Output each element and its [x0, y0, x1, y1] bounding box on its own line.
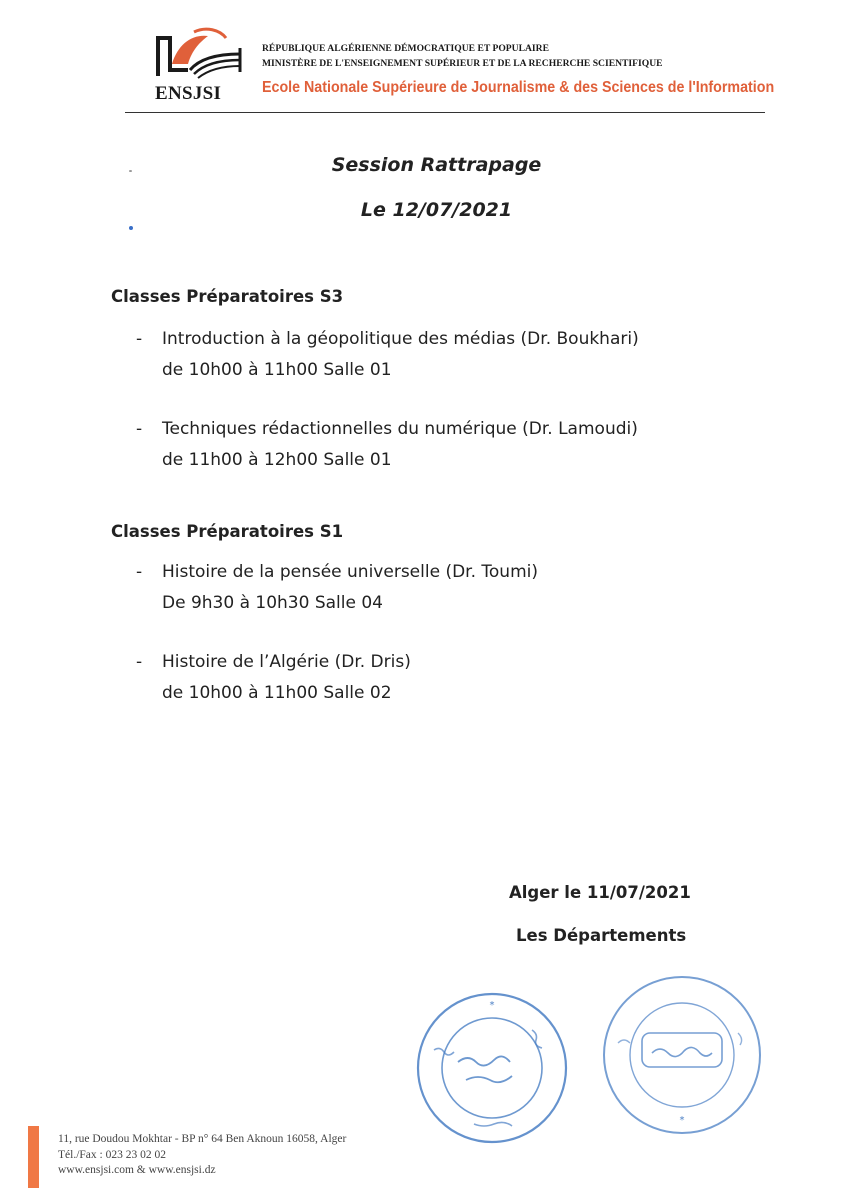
- svg-text:*: *: [489, 1000, 495, 1011]
- course-name: Histoire de la pensée universelle (Dr. Toumi): [162, 562, 538, 582]
- course-name: Histoire de l’Algérie (Dr. Dris): [162, 652, 411, 672]
- course-schedule: De 9h30 à 10h30 Salle 04: [162, 593, 383, 613]
- header-divider: [125, 112, 765, 113]
- footer-phone: Tél./Fax : 023 23 02 02: [58, 1149, 166, 1161]
- bullet-dash: -: [136, 652, 143, 672]
- course-schedule: de 10h00 à 11h00 Salle 01: [162, 360, 392, 380]
- signatory: Les Départements: [516, 926, 687, 945]
- place-date: Alger le 11/07/2021: [509, 883, 691, 902]
- footer-accent-bar: [28, 1126, 39, 1188]
- school-name: Ecole Nationale Supérieure de Journalisme & des Sciences de l'Information: [262, 79, 775, 96]
- scan-speck: [129, 170, 132, 172]
- svg-text:*: *: [679, 1115, 685, 1126]
- bullet-dash: -: [136, 419, 143, 439]
- session-title: Session Rattrapage: [331, 154, 542, 176]
- ministry-line: MINISTÈRE DE L'ENSEIGNEMENT SUPÉRIEUR ET DE LA RECHERCHE SCIENTIFIQUE: [262, 58, 663, 69]
- scan-speck: [129, 226, 133, 230]
- bullet-dash: -: [136, 562, 143, 582]
- section-heading-s1: Classes Préparatoires S1: [111, 522, 344, 541]
- republic-line: RÉPUBLIQUE ALGÉRIENNE DÉMOCRATIQUE ET POPULAIRE: [262, 43, 549, 54]
- section-heading-s3: Classes Préparatoires S3: [111, 287, 344, 306]
- footer-website: www.ensjsi.com & www.ensjsi.dz: [58, 1164, 216, 1176]
- course-name: Techniques rédactionnelles du numérique (Dr. Lamoudi): [162, 419, 638, 439]
- official-stamp: [414, 990, 570, 1146]
- bullet-dash: -: [136, 329, 143, 349]
- session-date: Le 12/07/2021: [360, 199, 513, 221]
- course-name: Introduction à la géopolitique des médias (Dr. Boukhari): [162, 329, 639, 349]
- course-schedule: de 10h00 à 11h00 Salle 02: [162, 683, 392, 703]
- department-stamp: [598, 973, 766, 1137]
- course-schedule: de 11h00 à 12h00 Salle 01: [162, 450, 392, 470]
- logo-wordmark: ENSJSI: [155, 83, 222, 104]
- footer-address: 11, rue Doudou Mokhtar - BP n° 64 Ben Aknoun 16058, Alger: [58, 1133, 347, 1145]
